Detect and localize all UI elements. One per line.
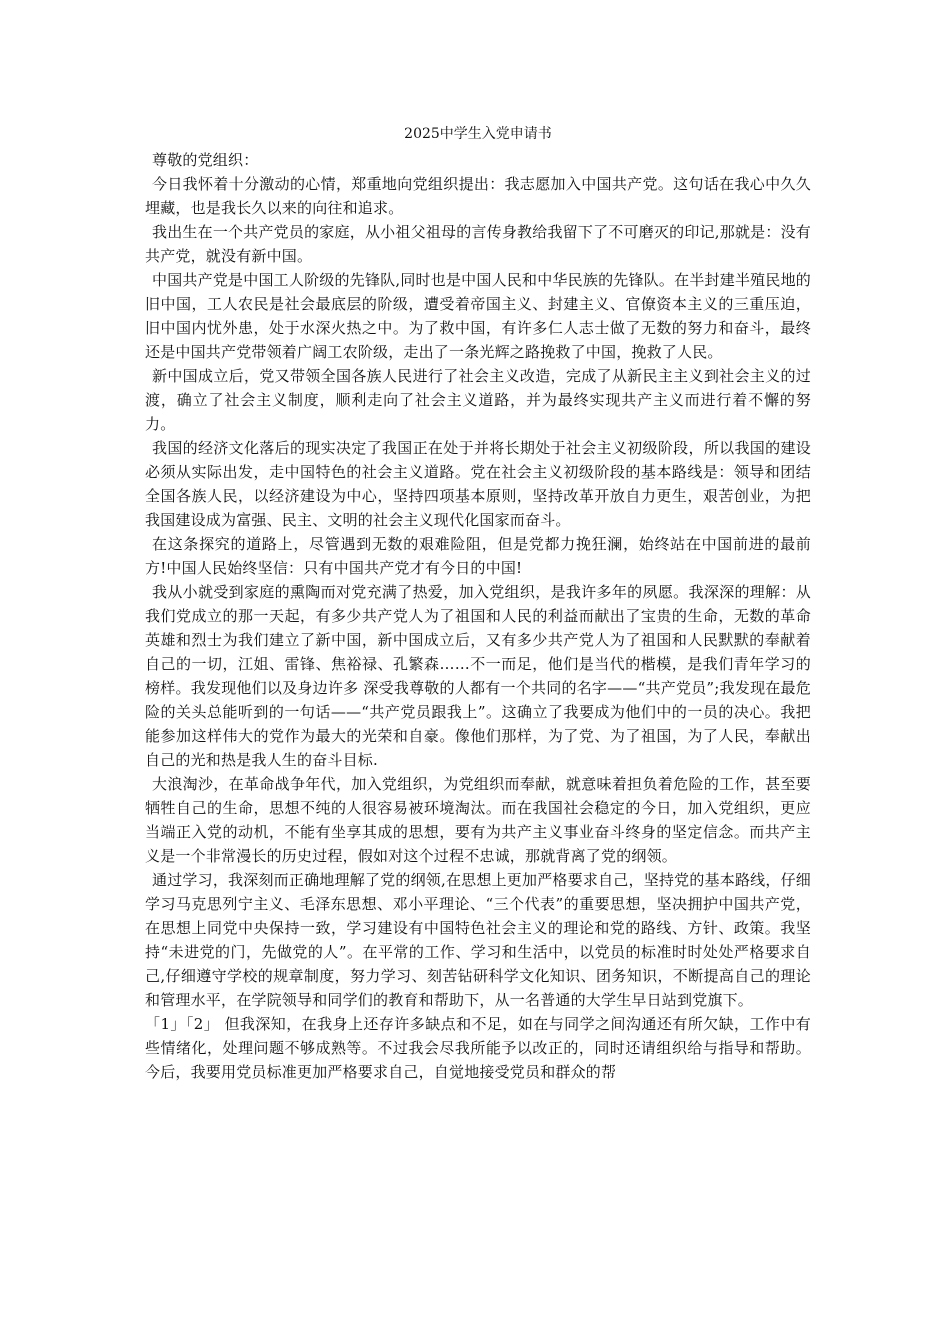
paragraph-3: 中国共产党是中国工人阶级的先锋队,同时也是中国人民和中华民族的先锋队。在半封建半殖民地的旧中国，工人农民是社会最底层的阶级，遭受着帝国主义、封建主义、官僚资本主义的三重压迫，旧中国内忧外患，处于水深火热之中。为了救中国，有许多仁人志士做了无数的努力和奋斗，最终还是中国共产党带领着广阔工农阶级，走出了一条光辉之路挽救了中国，挽救了人民。 xyxy=(145,271,811,361)
paragraph-2: 我出生在一个共产党员的家庭，从小祖父祖母的言传身教给我留下了不可磨灭的印记,那就是：没有共产党，就没有新中国。 xyxy=(145,223,811,265)
paragraph-6: 在这条探究的道路上，尽管遇到无数的艰难险阻，但是党都力挽狂澜，始终站在中国前进的最前方!中国人民始终坚信：只有中国共产党才有今日的中国! xyxy=(145,535,811,577)
greeting: 尊敬的党组织： xyxy=(152,151,259,169)
paragraph-9: 通过学习，我深刻而正确地理解了党的纲领,在思想上更加严格要求自己，坚持党的基本路线，仔细学习马克思列宁主义、毛泽东思想、邓小平理论、“三个代表”的重要思想，坚决拥护中国共产党，在思想上同党中央保持一致，学习建设有中国特色社会主义的理论和党的路线、方针、政策。我坚持“未进党的门，先做党的人”。在平常的工作、学习和生活中，以党员的标准时时处处严格要求自己,仔细遵守学校的规章制度，努力学习、刻苦钻研科学文化知识、团务知识，不断提高自己的理论和管理水平，在学院领导和同学们的教育和帮助下，从一名普通的大学生早日站到党旗下。 xyxy=(145,871,811,1009)
paragraph-4: 新中国成立后，党又带领全国各族人民进行了社会主义改造，完成了从新民主主义到社会主义的过渡，确立了社会主义制度，顺利走向了社会主义道路，并为最终实现共产主义而进行着不懈的努力。 xyxy=(145,367,811,433)
paragraph-10: 「1」「2」 但我深知，在我身上还存许多缺点和不足，如在与同学之间沟通还有所欠缺，工作中有些情绪化，处理问题不够成熟等。不过我会尽我所能予以改正的，同时还请组织给与指导和帮助。今后，我要用党员标准更加严格要求自己，自觉地接受党员和群众的帮 xyxy=(145,1015,811,1081)
paragraph-8: 大浪淘沙，在革命战争年代，加入党组织，为党组织而奉献，就意味着担负着危险的工作，甚至要牺牲自己的生命，思想不纯的人很容易被环境淘汰。而在我国社会稳定的今日，加入党组织，更应当端正入党的动机，不能有坐享其成的思想，要有为共产主义事业奋斗终身的坚定信念。而共产主义是一个非常漫长的历史过程，假如对这个过程不忠诚，那就背离了党的纲领。 xyxy=(145,775,811,865)
paragraph-7: 我从小就受到家庭的熏陶而对党充满了热爱，加入党组织，是我许多年的夙愿。我深深的理解：从我们党成立的那一天起，有多少共产党人为了祖国和人民的利益而献出了宝贵的生命，无数的革命英雄和烈士为我们建立了新中国，新中国成立后，又有多少共产党人为了祖国和人民默默的奉献着自己的一切，江姐、雷锋、焦裕禄、孔繁森……不一而足，他们是当代的楷模，是我们青年学习的榜样。我发现他们以及身边许多 深受我尊敬的人都有一个共同的名字——“共产党员”;我发现在最危险的关头总能听到的一句话——“共产党员跟我上”。这确立了我要成为他们中的一员的决心。我把能参加这样伟大的党作为最大的光荣和自豪。像他们那样，为了党、为了祖国，为了人民，奉献出自己的光和热是我人生的奋斗目标. xyxy=(145,583,811,769)
document-page xyxy=(145,122,811,1084)
document-title: 2025中学生入党申请书 xyxy=(404,126,552,142)
paragraph-5: 我国的经济文化落后的现实决定了我国正在处于并将长期处于社会主义初级阶段，所以我国的建设必须从实际出发，走中国特色的社会主义道路。党在社会主义初级阶段的基本路线是：领导和团结全国各族人民，以经济建设为中心，坚持四项基本原则，坚持改革开放自力更生，艰苦创业，为把我国建设成为富强、民主、文明的社会主义现代化国家而奋斗。 xyxy=(145,439,811,529)
paragraph-1: 今日我怀着十分激动的心情，郑重地向党组织提出：我志愿加入中国共产党。这句话在我心中久久埋藏，也是我长久以来的向往和追求。 xyxy=(145,175,811,217)
